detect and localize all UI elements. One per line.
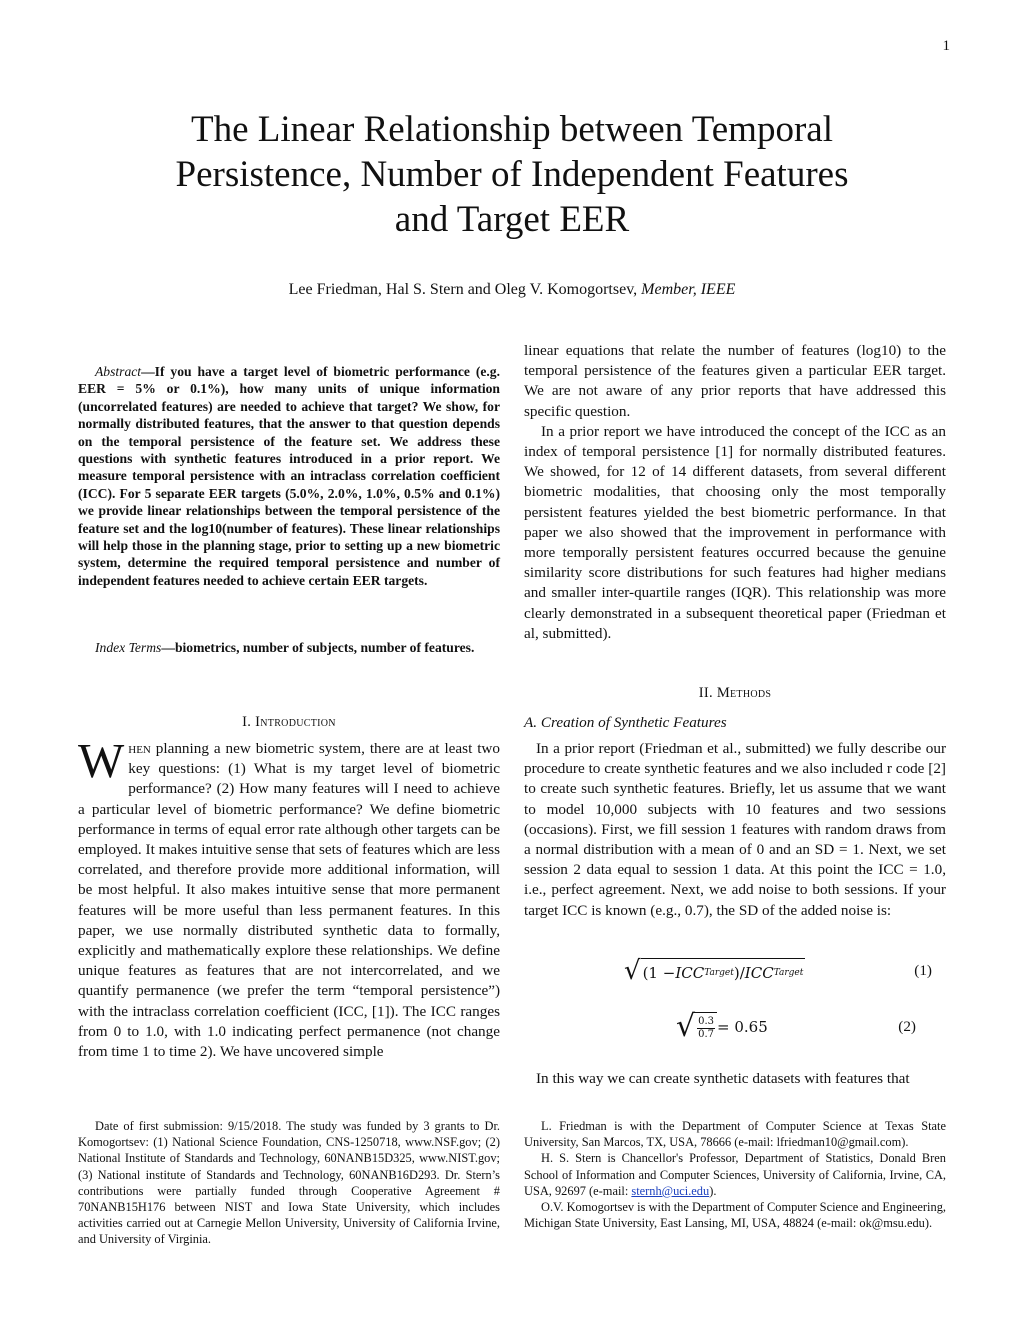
author-membership: Member, IEEE [641,281,736,298]
abstract-text: —If you have a target level of biometric performance (e.g. EER = 5% or 0.1%), how many units of unique information (uncorrelated features) are needed to achieve that target? We show, for normally distributed features, that the answer to that question depends on the temporal persistence of the feature set. We address these questions with synthetic features introduced in a prior report. We measure temporal persistence with an intraclass correlation coefficient (ICC). For 5 separate EER targets (5.0%, 2.0%, 1.0%, 0.5% and 0.1%) we provide linear relationships between the temporal persistence of the feature set and the log10(number of features). These linear relationships will help those in the planning stage, prior to setting up a new biometric system, determine the required temporal persistence and number of independent features needed to achieve certain EER targets. [78,364,500,588]
title-line: and Target EER [394,199,630,240]
affiliation-friedman: L. Friedman is with the Department of Computer Science at Texas State University, San Marcos, TX, USA, 78666 (e-mail: lfriedman10@gmail.com). [524,1119,946,1150]
equation-number: (2) [898,1018,916,1035]
right-column-text [524,341,946,644]
equation-number: (1) [914,962,932,979]
authors: Lee Friedman, Hal S. Stern and Oleg V. Komogortsev, [288,281,642,298]
sqrt-fraction: √ $\frac{0.3}{0.7}$ [676,1012,717,1042]
methods-continuation: In this way we can create synthetic datasets with features that [536,1070,910,1087]
index-terms [78,639,500,656]
equation-2: √ $\frac{0.3}{0.7}$ = 0.65 (2) [676,1009,916,1044]
introduction-text: planning a new biometric system, there are at least two key questions: (1) What is my target level of biometric performance? (2) How many features will I need to achieve a particular level of biometric performance? We define biometric performance in terms of equal error rate although other targets can be employed. It makes intuitive sense that sets of features which are less correlated, and therefore provide more additional information, will be most helpful. It also makes intuitive sense that more permanent features will be more useful than less permanent features. In this paper, we use normally distributed synthetic data to formally, explicitly and mathematically explore these relationships. We define unique features as features that are not intercorrelated, and we quantify permanence (we prefer the term “temporal persistence”) with the intraclass correlation coefficient (ICC, [1]). The ICC ranges from 0 to 1.0, with 1.0 indicating perfect permanence (not change from time 1 to time 2). We have uncovered simple [78,740,500,1061]
section-heading-introduction: I. Introduction [242,714,336,730]
email-link[interactable]: sternh@uci.edu [631,1183,710,1198]
sqrt-expression: √ (1 − ICC Target )/ ICC Target [624,956,804,986]
index-terms-label: Index Terms [95,640,162,655]
title-line: Persistence, Number of Independent Features [175,154,849,195]
abstract-label: Abstract [95,364,142,379]
drop-cap: W [78,733,125,788]
methods-body [524,739,946,921]
section-heading-methods: II. Methods [698,685,772,701]
affiliation-komogortsev: O.V. Komogortsev is with the Department of Computer Science and Engineering, Michigan State University, East Lansing, MI, USA, 48824 (e-mail: ok@msu.edu). [524,1200,946,1231]
equation-1 [524,958,946,984]
paragraph: In a prior report (Friedman et al., submitted) we fully describe our procedure to create synthetic features and we also included r code [2] to create such synthetic features. Briefly, let us assume that we want to model 10,000 subjects with 10 features and two sessions (occasions). First, we fill session 1 features with random draws from a normal distribution with a mean of 0 and an SD = 1. Next, we set session 2 data equal to session 1 data. At this point the ICC = 1.0, i.e., perfect agreement. Next, we add noise to both sessions. If your target ICC is known (e.g., 0.7), the SD of the added noise is: [524,740,946,919]
index-terms-text: —biometrics, number of subjects, number of features. [161,640,475,655]
paragraph: linear equations that relate the number of features (log10) to the temporal persistence of the features given a particular EER target. We are not aware of any prior reports that have addressed this specific question. [524,342,946,420]
subsection-heading: A. Creation of Synthetic Features [524,714,727,731]
paragraph: In a prior report we have introduced the concept of the ICC as an index of temporal persistence [1] for normally distributed features. We showed, for 12 of 14 different datasets, from several different biometric modalities, that choosing only the most temporally persistent features yielded the best biometric performance. In that paper we also showed that the improvement in performance with more temporally persistent features occurred because the genuine similarity score distributions for such features had higher medians and smaller inter-quartile ranges (IQR). This relationship was more clearly demonstrated in a subsequent theoretical paper (Friedman et al, submitted). [524,422,946,642]
footnote-funding: Date of first submission: 9/15/2018. The study was funded by 3 grants to Dr. Komogortsev: (1) National Science Foundation, CNS-1250718, www.NSF.gov; (2) National Institute of Standards and Technology, 60NANB15D325, www.NIST.gov; (3) National institute of Standards and Technology, 60NANB16D293. Dr. Stern’s contributions were partially funded through Cooperative Agreement # 70NANB15H176 between NIST and Iowa State University, which includes activities carried out at Carnegie Mellon University, University of California Irvine, and University of Virginia. [78,1119,500,1247]
introduction-body: When planning a new biometric system, there are at least two key questions: (1) What is my target level of biometric performance? (2) How many features will I need to achieve a particular level of biometric performance? We define biometric performance in terms of equal error rate although other targets can be employed. It makes intuitive sense that sets of features which are less correlated, and therefore provide more additional information, will be most helpful. It also makes intuitive sense that more permanent features will be more useful than less permanent features. In this paper, we use normally distributed synthetic data to formally, explicitly and mathematically explore these relationships. We define unique features as features that are not intercorrelated, and we quantify permanence (we prefer the term “temporal persistence”) with the intraclass correlation coefficient (ICC, [1]). The ICC ranges from 0 to 1.0, with 1.0 indicating perfect permanence (not change from time 1 to time 2). We have uncovered simple [78,733,500,1061]
author-line [0,281,1024,299]
footnote-affiliations [524,1118,946,1231]
abstract [78,363,500,589]
affiliation-stern: H. S. Stern is Chancellor's Professor, Department of Statistics, Donald Bren School of Information and Computer Sciences, University of California, Irvine, CA, USA, 92697 (e-mail: sternh@uci.edu). [524,1151,946,1198]
title-line: The Linear Relationship between Temporal [191,109,833,150]
paper-title [0,107,1024,242]
page-number: 1 [942,38,950,54]
